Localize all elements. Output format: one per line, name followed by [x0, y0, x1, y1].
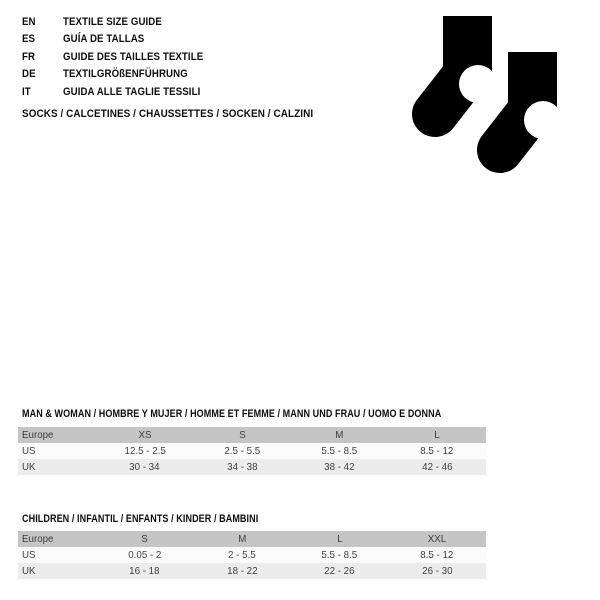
table-cell	[389, 549, 487, 561]
sock-heel-cutout	[524, 101, 562, 139]
header-cell-size	[96, 429, 194, 441]
language-label: GUIDE DES TAILLES TEXTILE	[63, 50, 204, 63]
table-cell	[194, 549, 292, 561]
cell-text: 22 - 26	[324, 565, 355, 577]
header-cell-size	[291, 533, 389, 545]
language-list	[22, 13, 222, 101]
table-cell	[96, 461, 194, 473]
cell-text: 30 - 34	[129, 461, 160, 473]
header-cell-text: Europe	[22, 429, 54, 441]
header-cell-text: L	[434, 429, 440, 441]
table-cell	[194, 461, 292, 473]
table-cell	[194, 445, 292, 457]
table-cell	[389, 565, 487, 577]
table-cell	[291, 549, 389, 561]
cell-text: UK	[22, 461, 36, 473]
header-cell-text: XS	[138, 429, 152, 441]
size-table-man-woman	[18, 427, 486, 475]
table-row-us	[18, 547, 486, 563]
language-row-de	[22, 66, 222, 84]
cell-text: 38 - 42	[324, 461, 355, 473]
sock-2	[500, 52, 562, 150]
language-row-fr	[22, 48, 222, 66]
language-label: TEXTILE SIZE GUIDE	[63, 15, 162, 28]
table-cell	[18, 549, 96, 561]
header-cell-size	[291, 429, 389, 441]
header-cell-text: XXL	[428, 533, 447, 545]
cell-text: 8.5 - 12	[420, 445, 454, 457]
sock-1	[435, 16, 497, 114]
cell-text: 26 - 30	[422, 565, 453, 577]
language-row-es	[22, 31, 222, 49]
table-title-man-woman	[22, 408, 533, 420]
header-cell-text: S	[238, 429, 246, 441]
language-code: FR	[22, 50, 36, 63]
table-header-row	[18, 427, 486, 443]
language-code: EN	[22, 15, 36, 28]
header-cell-size	[194, 429, 292, 441]
header-cell-text: M	[238, 533, 247, 545]
cell-text: 2 - 5.5	[228, 549, 257, 561]
cell-text: 34 - 38	[227, 461, 258, 473]
language-label: GUIDA ALLE TAGLIE TESSILI	[63, 85, 201, 98]
socks-icon-svg	[405, 8, 570, 180]
header-cell-size	[389, 429, 487, 441]
socks-icon	[405, 8, 570, 180]
size-table-children	[18, 531, 486, 579]
header-cell-size	[194, 533, 292, 545]
cell-text: 5.5 - 8.5	[321, 445, 358, 457]
table-cell	[96, 445, 194, 457]
cell-text: 8.5 - 12	[420, 549, 454, 561]
cell-text: 18 - 22	[227, 565, 258, 577]
cell-text: 5.5 - 8.5	[321, 549, 358, 561]
header-cell-region	[18, 429, 96, 441]
header-cell-region	[18, 533, 96, 545]
table-cell	[96, 549, 194, 561]
language-code: ES	[22, 33, 36, 46]
cell-text: US	[22, 445, 36, 457]
table-cell	[18, 565, 96, 577]
cell-text: 12.5 - 2.5	[124, 445, 166, 457]
table-cell	[18, 445, 96, 457]
language-row-en	[22, 13, 222, 31]
cell-text: 2.5 - 5.5	[224, 445, 261, 457]
header-cell-text: Europe	[22, 533, 54, 545]
cell-text: UK	[22, 565, 36, 577]
table-cell	[291, 565, 389, 577]
sock-heel-cutout	[459, 65, 497, 103]
language-code: IT	[22, 85, 31, 98]
table-cell	[18, 461, 96, 473]
table-row-uk	[18, 459, 486, 475]
table-title-text: CHILDREN / INFANTIL / ENFANTS / KINDER / BAMBINI	[22, 513, 259, 525]
category-line	[22, 108, 346, 120]
header-cell-text: L	[337, 533, 343, 545]
header-cell-size	[96, 533, 194, 545]
cell-text: US	[22, 549, 36, 561]
table-cell	[194, 565, 292, 577]
language-row-it	[22, 83, 222, 101]
table-row-uk	[18, 563, 486, 579]
table-cell	[389, 445, 487, 457]
cell-text: 0.05 - 2	[128, 549, 162, 561]
header-cell-text: M	[335, 429, 344, 441]
language-code: DE	[22, 68, 36, 81]
header-cell-text: S	[141, 533, 149, 545]
table-cell	[389, 461, 487, 473]
table-row-us	[18, 443, 486, 459]
table-cell	[96, 565, 194, 577]
header-cell-size	[389, 533, 487, 545]
language-label: GUÍA DE TALLAS	[63, 33, 145, 46]
table-title-children	[22, 513, 310, 525]
cell-text: 16 - 18	[129, 565, 160, 577]
table-cell	[291, 461, 389, 473]
cell-text: 42 - 46	[422, 461, 453, 473]
table-header-row	[18, 531, 486, 547]
table-title-text: MAN & WOMAN / HOMBRE Y MUJER / HOMME ET FEMME / MANN UND FRAU / UOMO E DONNA	[22, 408, 442, 420]
category-line-text: SOCKS / CALCETINES / CHAUSSETTES / SOCKEN / CALZINI	[22, 108, 314, 120]
table-cell	[291, 445, 389, 457]
language-label: TEXTILGRÖßENFÜHRUNG	[63, 68, 188, 81]
